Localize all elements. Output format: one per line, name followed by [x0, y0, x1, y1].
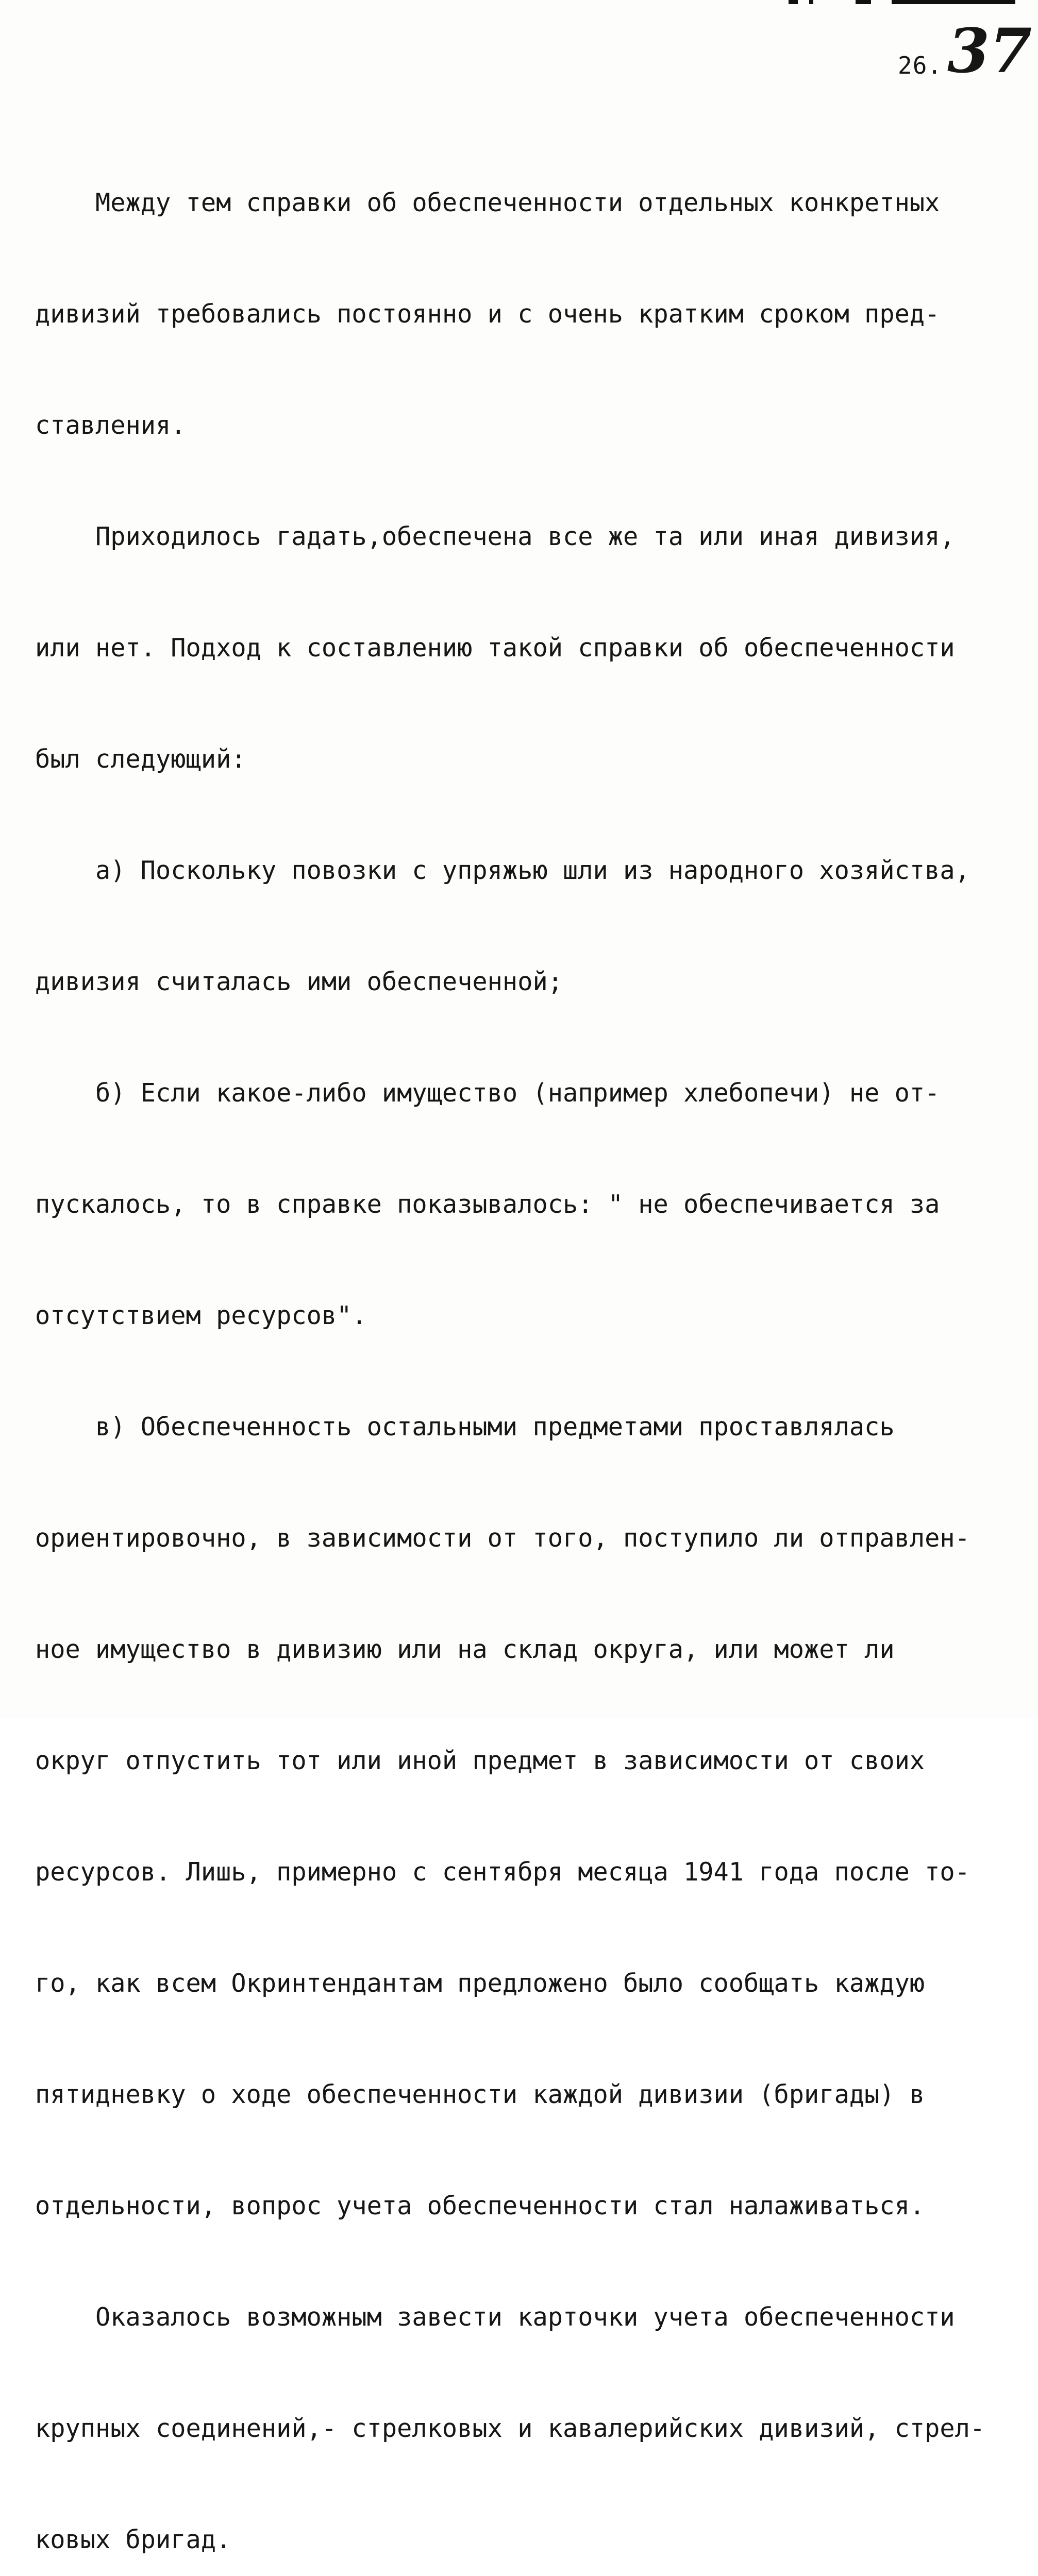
scan-edge-mark: [789, 0, 1036, 6]
text-line: или нет. Подход к составлению такой справки об обеспеченности: [35, 634, 955, 663]
text-line: Оказалось возможным завести карточки учета обеспеченности: [35, 2303, 955, 2332]
text-line: ресурсов. Лишь, примерно с сентября месяца 1941 года после то-: [35, 1858, 970, 1887]
text-line: дивизий требовались постоянно и с очень кратким сроком пред-: [35, 300, 940, 329]
page-number: 26.: [898, 52, 943, 79]
text-line: был следующий:: [35, 745, 246, 774]
text-line: пускалось, то в справке показывалось: " не обеспечивается за: [35, 1190, 940, 1219]
text-line: го, как всем Окринтендантам предложено было сообщать каждую: [35, 1969, 925, 1998]
text-line: а) Поскольку повозки с упряжью шли из народного хозяйства,: [35, 856, 970, 885]
document-body: [35, 110, 1035, 2576]
text-line: округ отпустить тот или иной предмет в зависимости от своих: [35, 1747, 925, 1775]
text-line: отсутствием ресурсов".: [35, 1301, 367, 1330]
text-line: ковых бригад.: [35, 2526, 231, 2554]
text-line: дивизия считалась ими обеспеченной;: [35, 968, 563, 996]
text-line: крупных соединений,- стрелковых и кавалерийских дивизий, стрел-: [35, 2414, 985, 2443]
text-line: пятидневку о ходе обеспеченности каждой дивизии (бригады) в: [35, 2080, 925, 2109]
archive-folio-number: 37: [947, 15, 1032, 87]
text-line: ное имущество в дивизию или на склад округа, или может ли: [35, 1635, 895, 1664]
text-line: ориентировочно, в зависимости от того, поступило ли отправлен-: [35, 1524, 970, 1553]
text-line: б) Если какое-либо имущество (например хлебопечи) не от-: [35, 1079, 940, 1108]
text-line: в) Обеспеченность остальными предметами проставлялась: [35, 1413, 895, 1442]
text-line: ставления.: [35, 411, 186, 440]
text-line: отдельности, вопрос учета обеспеченности стал налаживаться.: [35, 2192, 925, 2221]
text-line: Между тем справки об обеспеченности отдельных конкретных: [35, 189, 940, 217]
text-line: Приходилось гадать,обеспечена все же та или иная дивизия,: [35, 522, 955, 551]
